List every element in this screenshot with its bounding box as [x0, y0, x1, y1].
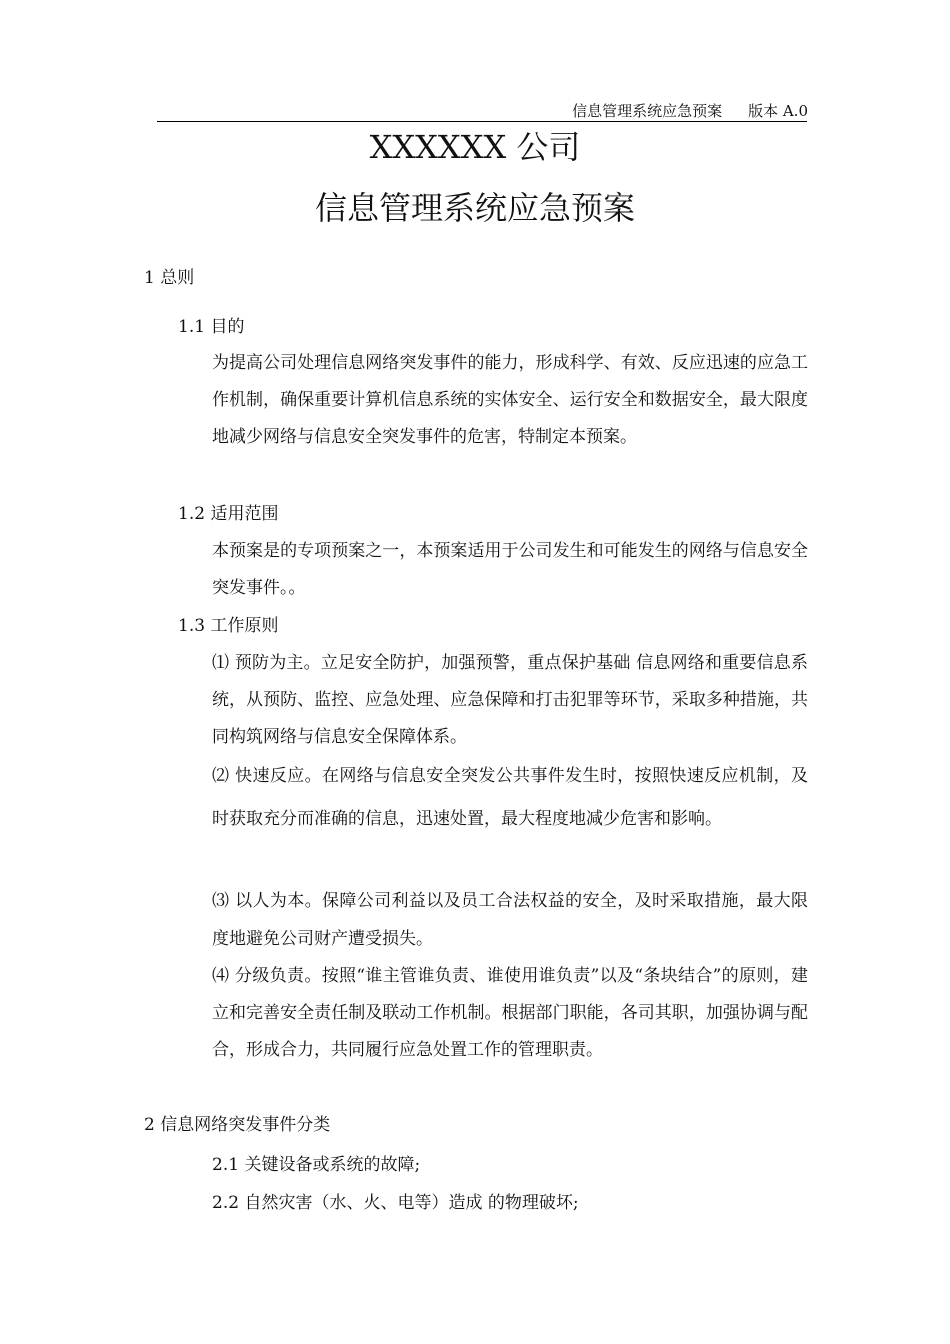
section-1-3-heading: 1.3 工作原则	[178, 616, 279, 636]
title-company: XXXXXX 公司	[369, 128, 581, 166]
principle-2: ⑵ 快速反应。在网络与信息安全突发公共事件发生时，按照快速反应机制，及时获取充分而准确的信息，迅速处置，最大程度地减少危害和影响。	[212, 766, 808, 829]
title-name: 信息管理系统应急预案	[314, 189, 635, 227]
section-1-heading: 1 总则	[144, 268, 195, 288]
principle-1: ⑴ 预防为主。立足安全防护，加强预警，重点保护基础 信息网络和重要信息系统，从预防、监控、应急处理、应急保障和打击犯罪等环节，采取多种措施，共同构筑网络与信息安全保障体系。	[212, 653, 808, 747]
header-version: 版本 A.0	[748, 102, 808, 120]
section-1-1-text: 为提高公司处理信息网络突发事件的能力，形成科学、有效、反应迅速的应急工作机制，确保重要计算机信息系统的实体安全、运行安全和数据安全，最大限度地减少网络与信息安全突发事件的危害，特制定本预案。	[212, 353, 808, 447]
section-2-item-2: 2.2 自然灾害（水、火、电等）造成 的物理破坏;	[212, 1193, 579, 1213]
section-2-item-1: 2.1 关键设备或系统的故障;	[212, 1155, 421, 1175]
header-rule	[157, 121, 807, 122]
running-header	[572, 101, 808, 121]
principle-3: ⑶ 以人为本。保障公司利益以及员工合法权益的安全，及时采取措施，最大限度地避免公司财产遭受损失。	[212, 891, 808, 949]
section-1-1-heading: 1.1 目的	[178, 317, 245, 337]
section-1-2-heading: 1.2 适用范围	[178, 504, 279, 524]
header-doc-name: 信息管理系统应急预案	[572, 102, 723, 120]
section-2-heading: 2 信息网络突发事件分类	[144, 1115, 331, 1135]
principle-4: ⑷ 分级负责。按照“谁主管谁负责、谁使用谁负责”以及“条块结合”的原则，建立和完善安全责任制及联动工作机制。根据部门职能，各司其职，加强协调与配合，形成合力，共同履行应急处置工作的管理职责。	[212, 966, 808, 1060]
section-1-2-text: 本预案是的专项预案之一，本预案适用于公司发生和可能发生的网络与信息安全突发事件。。	[212, 541, 808, 598]
